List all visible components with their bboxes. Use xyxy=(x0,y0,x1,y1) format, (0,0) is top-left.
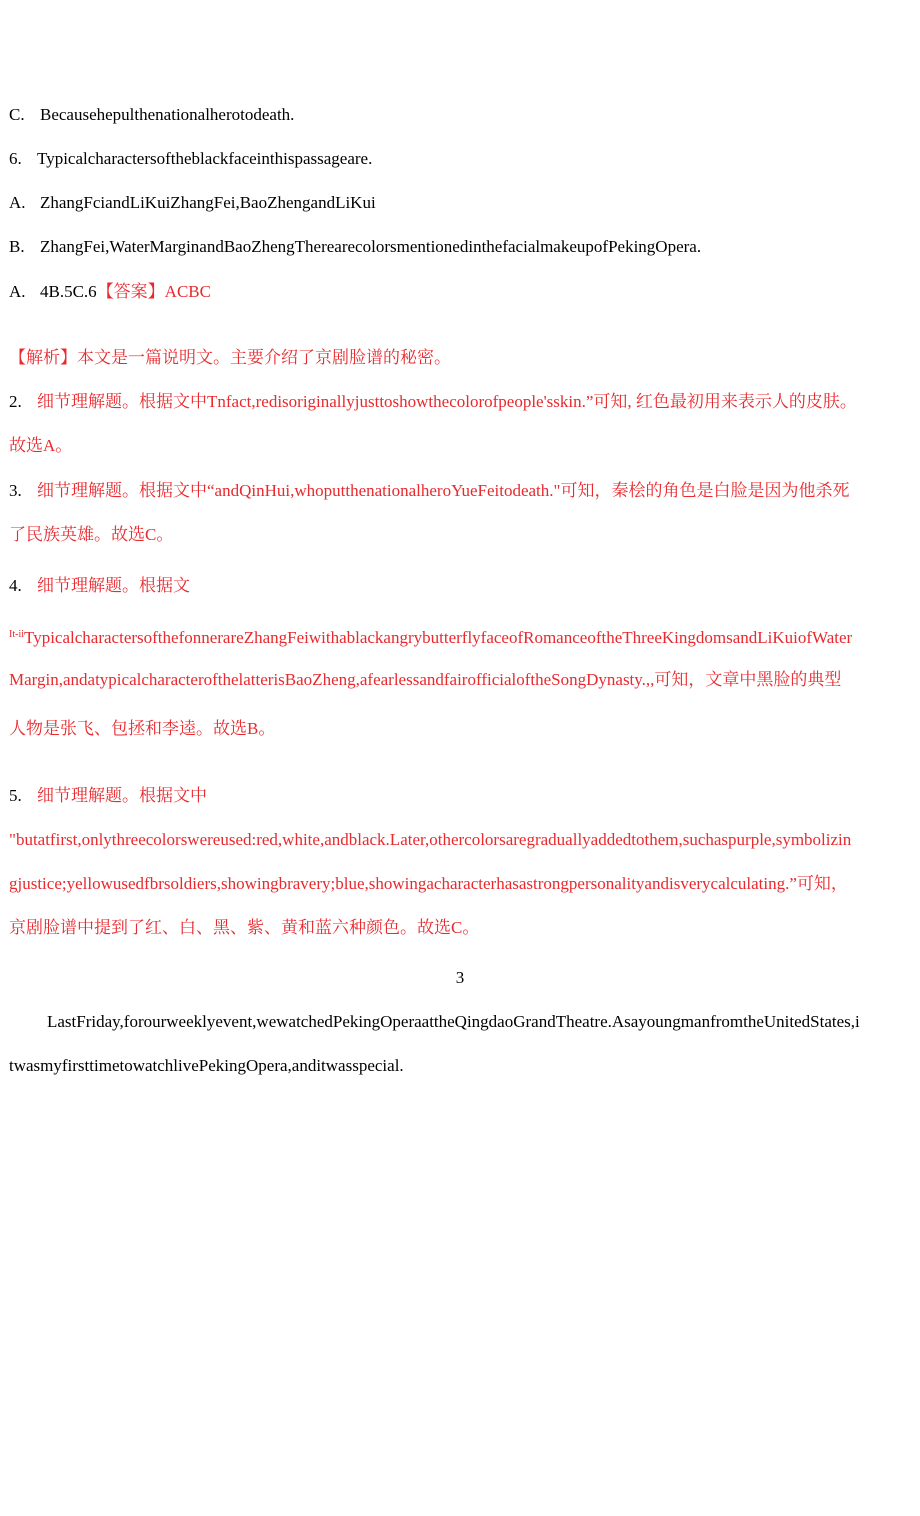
analysis-item-2-number: 2. xyxy=(9,392,22,411)
answer-line-options: 4B.5C.6 xyxy=(40,282,97,301)
option-a xyxy=(9,192,912,214)
analysis-item-4-quote xyxy=(9,624,912,646)
answer-tag: 【答案】ACBC xyxy=(96,282,211,301)
analysis-item-4-mark: I xyxy=(9,629,13,640)
option-b xyxy=(9,236,912,258)
option-c-text: Becausehepulthenationalherotodeath. xyxy=(40,105,295,124)
analysis-intro: 【解析】本文是一篇说明文。主要介绍了京剧脸谱的秘密。 xyxy=(9,348,451,367)
option-c-label: C. xyxy=(9,105,25,124)
option-b-text: ZhangFei,WaterMarginandBaoZhengTherearecolorsmentionedinthefacialmakeupofPekingOpera. xyxy=(40,237,702,256)
passage-line-2: twasmyfirsttimetowatchlivePekingOpera,anditwasspecial. xyxy=(9,1056,404,1075)
answer-line xyxy=(9,281,912,303)
option-a-label: A. xyxy=(9,193,26,212)
option-c xyxy=(9,104,912,126)
analysis-item-4-cont: Margin,andatypicalcharacterofthelatterisBaoZheng,afearlessandfairofficialoftheSongDynasty.,,可知，文章中黑脸的典型 xyxy=(9,670,842,689)
analysis-item-5-text: 细节理解题。根据文中 xyxy=(37,786,207,805)
analysis-item-4 xyxy=(9,575,912,597)
analysis-item-5-cont: gjustice;yellowusedfbrsoldiers,showingbravery;blue,showingacharacterhasastrongpersonalityandisverycalculating.”可知， xyxy=(9,874,848,893)
option-a-text: ZhangFciandLiKuiZhangFei,BaoZhengandLiKui xyxy=(40,193,376,212)
analysis-item-4-number: 4. xyxy=(9,576,22,595)
analysis-item-3-number: 3. xyxy=(9,481,22,500)
analysis-item-2-text: 细节理解题。根据文中Tnfact,redisoriginallyjusttoshowthecolorofpeople'sskin.”可知, 红色最初用来表示人的皮肤。 xyxy=(37,392,857,411)
analysis-item-5-conclusion: 京剧脸谱中提到了红、白、黑、紫、黄和蓝六种颜色。故选C。 xyxy=(9,918,480,937)
analysis-item-5-number: 5. xyxy=(9,786,22,805)
analysis-item-5 xyxy=(9,785,912,807)
analysis-item-3 xyxy=(9,480,912,502)
question-6 xyxy=(9,148,912,170)
passage-line-1: LastFriday,forourweeklyevent,wewatchedPekingOperaattheQingdaoGrandTheatre.AsayoungmanfromtheUnitedStates,i xyxy=(47,1012,860,1031)
analysis-item-3-text: 细节理解题。根据文中“andQinHui,whoputthenationalheroYueFeitodeath."可知，秦桧的角色是白脸是因为他杀死 xyxy=(37,481,850,500)
section-number: 3 xyxy=(455,968,465,987)
analysis-item-4-text: 细节理解题。根据文 xyxy=(37,576,190,595)
analysis-item-4-conclusion: 人物是张飞、包拯和李逵。故选B。 xyxy=(9,719,276,738)
option-b-label: B. xyxy=(9,237,25,256)
analysis-item-3-cont: 了民族英雄。故选C。 xyxy=(9,525,174,544)
answer-line-label: A. xyxy=(9,282,26,301)
question-6-text: Typicalcharactersoftheblackfaceinthispassageare. xyxy=(37,149,373,168)
analysis-item-2 xyxy=(9,391,912,413)
question-6-number: 6. xyxy=(9,149,22,168)
analysis-item-2-cont: 故选A。 xyxy=(9,436,73,455)
analysis-item-5-quote: "butatfirst,onlythreecolorswereused:red,white,andblack.Later,othercolorsaregraduallyaddedtothem,suchaspurple,symbolizin xyxy=(9,830,852,849)
analysis-item-4-mark-2: t-ii xyxy=(12,629,25,640)
analysis-item-4-quote-text: TypicalcharactersofthefonnerareZhangFeiwithablackangrybutterflyfaceofRomanceoftheThreeKingdomsandLiKuiofWater xyxy=(24,628,853,647)
